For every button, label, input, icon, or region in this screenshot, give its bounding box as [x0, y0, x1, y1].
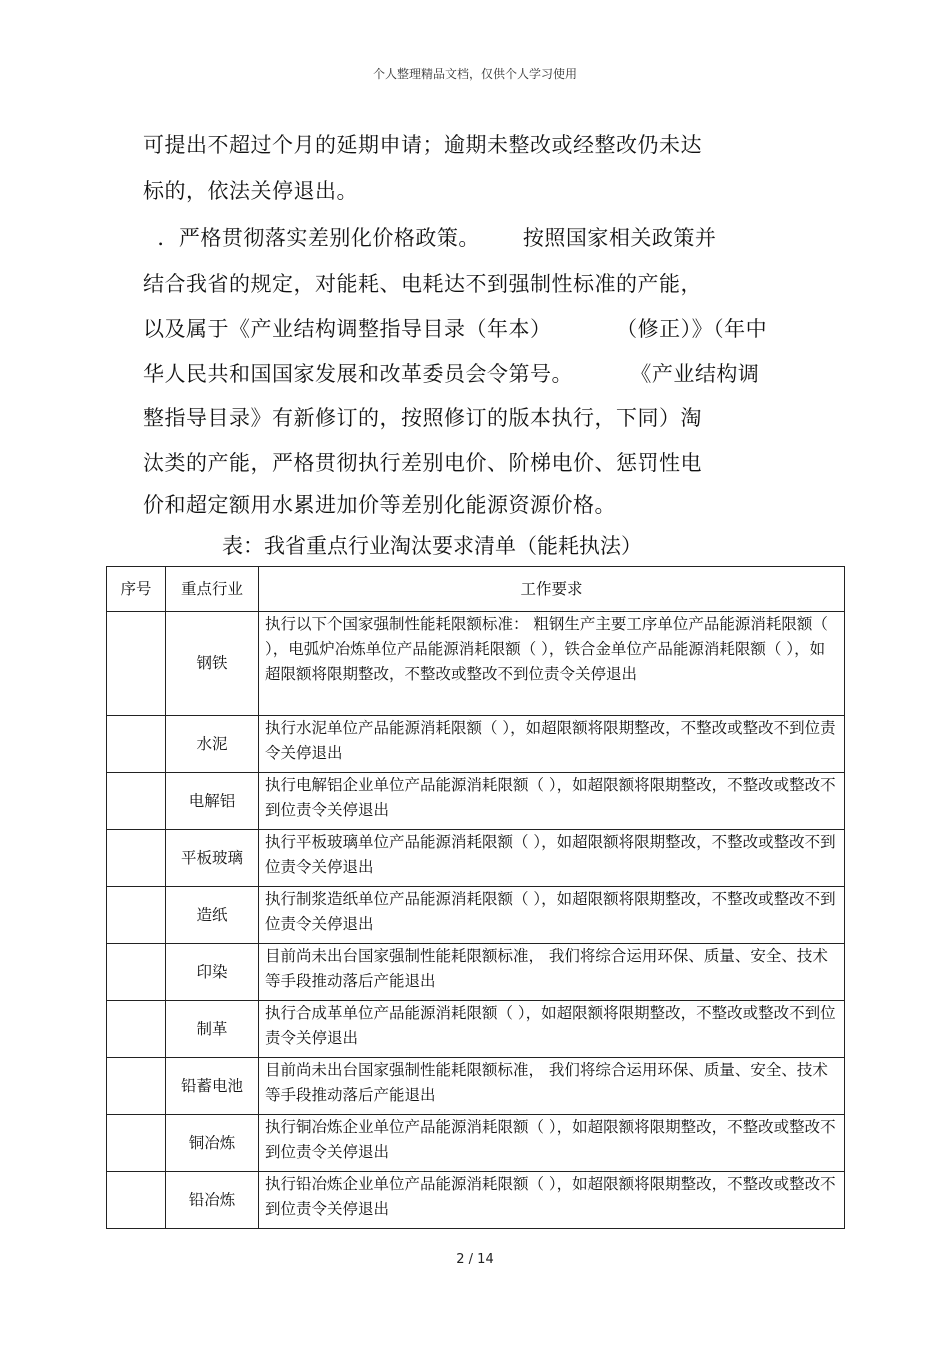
row-requirement: 执行电解铝企业单位产品能源消耗限额（ ），如超限额将限期整改，不整改或整改不到位责令关停退出: [259, 773, 845, 830]
table-header-row: [107, 567, 845, 612]
row-industry: 钢铁: [166, 612, 259, 716]
header-requirement: 工作要求: [259, 567, 845, 612]
row-requirement: 执行合成革单位产品能源消耗限额（ ），如超限额将限期整改，不整改或整改不到位责令关停退出: [259, 1001, 845, 1058]
page-number: 2 / 14: [456, 1252, 494, 1267]
row-num: [107, 773, 166, 830]
paragraph-line: 整指导目录》有新修订的，按照修订的版本执行，下同）淘: [143, 406, 702, 430]
paragraph-line: 可提出不超过个月的延期申请；逾期未整改或经整改仍未达: [143, 133, 702, 157]
row-industry: 水泥: [166, 716, 259, 773]
row-num: [107, 887, 166, 944]
row-requirement: 目前尚未出台国家强制性能耗限额标准， 我们将综合运用环保、质量、安全、技术等手段推动落后产能退出: [259, 944, 845, 1001]
row-num: [107, 612, 166, 716]
row-industry: 铜冶炼: [166, 1115, 259, 1172]
table-row: [107, 1058, 845, 1115]
paragraph-line: ．严格贯彻落实差别化价格政策。 按照国家相关政策并: [143, 226, 717, 250]
row-industry: 印染: [166, 944, 259, 1001]
table-row: [107, 612, 845, 716]
row-num: [107, 1058, 166, 1115]
table-title: 表：我省重点行业淘汰要求清单（能耗执法）: [222, 534, 642, 558]
row-requirement: 执行铜冶炼企业单位产品能源消耗限额（ ），如超限额将限期整改，不整改或整改不到位责令关停退出: [259, 1115, 845, 1172]
row-industry: 铅冶炼: [166, 1172, 259, 1229]
row-industry: 制革: [166, 1001, 259, 1058]
table-row: [107, 773, 845, 830]
row-num: [107, 716, 166, 773]
table-row: [107, 1115, 845, 1172]
row-requirement: 执行以下个国家强制性能耗限额标准： 粗钢生产主要工序单位产品能源消耗限额（ ），电弧炉冶炼单位产品能源消耗限额（ ），铁合金单位产品能源消耗限额（ ），如超限额将限期整改，不整改或整改不到位责令关停退出: [259, 612, 845, 716]
table-row: [107, 887, 845, 944]
paragraph-line: 汰类的产能，严格贯彻执行差别电价、阶梯电价、惩罚性电: [143, 451, 702, 475]
row-num: [107, 830, 166, 887]
row-num: [107, 1172, 166, 1229]
row-requirement: 执行制浆造纸单位产品能源消耗限额（ ），如超限额将限期整改，不整改或整改不到位责令关停退出: [259, 887, 845, 944]
row-num: [107, 1001, 166, 1058]
paragraph-line: 标的，依法关停退出。: [143, 179, 358, 203]
table-row: [107, 1001, 845, 1058]
row-industry: 平板玻璃: [166, 830, 259, 887]
table-row: [107, 944, 845, 1001]
table-row: [107, 1172, 845, 1229]
requirements-table: [106, 566, 845, 1229]
header-industry: 重点行业: [166, 567, 259, 612]
row-requirement: 执行铅冶炼企业单位产品能源消耗限额（ ），如超限额将限期整改，不整改或整改不到位责令关停退出: [259, 1172, 845, 1229]
paragraph-line: 价和超定额用水累进加价等差别化能源资源价格。: [143, 493, 616, 517]
header-num: 序号: [107, 567, 166, 612]
row-num: [107, 944, 166, 1001]
row-industry: 电解铝: [166, 773, 259, 830]
row-industry: 铅蓄电池: [166, 1058, 259, 1115]
row-requirement: 目前尚未出台国家强制性能耗限额标准， 我们将综合运用环保、质量、安全、技术等手段推动落后产能退出: [259, 1058, 845, 1115]
paragraph-line: 华人民共和国国家发展和改革委员会令第号。 《产业结构调: [143, 362, 760, 386]
table-row: [107, 716, 845, 773]
row-num: [107, 1115, 166, 1172]
row-industry: 造纸: [166, 887, 259, 944]
paragraph-line: 以及属于《产业结构调整指导目录（年本） （修正）》（年中: [143, 317, 768, 341]
paragraph-line: 结合我省的规定，对能耗、电耗达不到强制性标准的产能，: [143, 272, 702, 296]
row-requirement: 执行平板玻璃单位产品能源消耗限额（ ），如超限额将限期整改，不整改或整改不到位责令关停退出: [259, 830, 845, 887]
page-header: 个人整理精品文档，仅供个人学习使用: [372, 67, 577, 81]
table-row: [107, 830, 845, 887]
row-requirement: 执行水泥单位产品能源消耗限额（ ），如超限额将限期整改，不整改或整改不到位责令关停退出: [259, 716, 845, 773]
